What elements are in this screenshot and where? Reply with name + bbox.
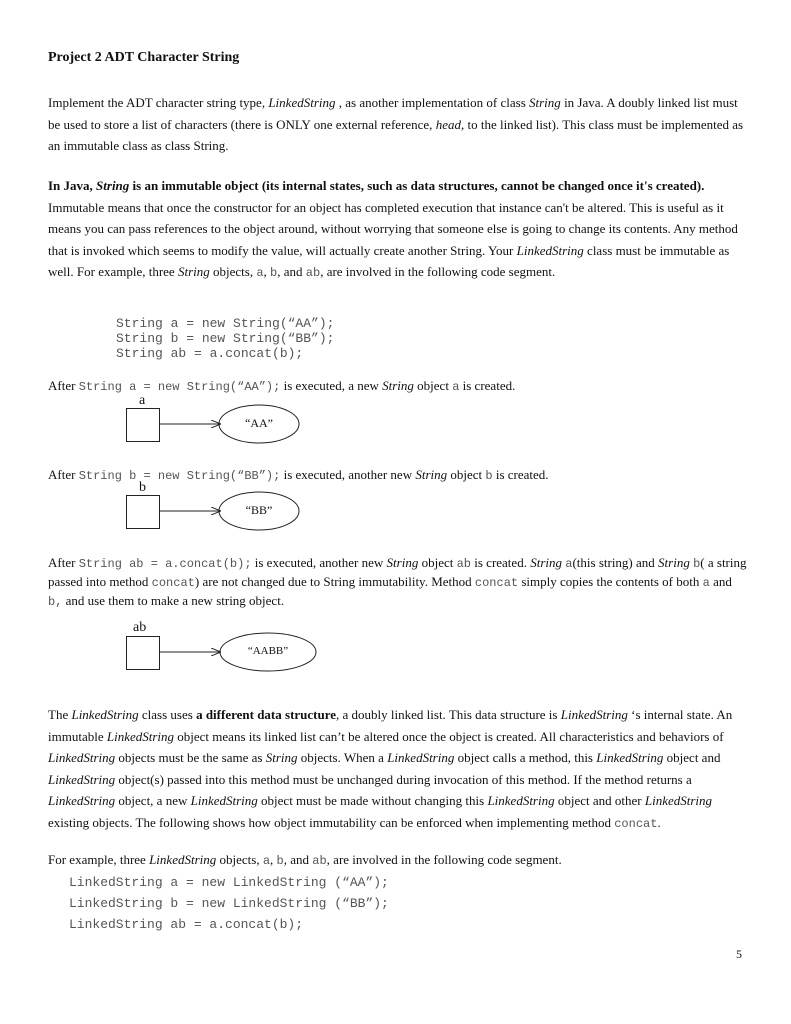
linkedstring-paragraph: The LinkedString class uses a different data structure, a doubly linked list. This data structure is LinkedString ‘s internal state. An immutable LinkedString object means its linked list can’t be altered once the object is created. All characteristics and behaviors of LinkedString objects must be the same as String objects. When a LinkedString object calls a method, this LinkedString object and LinkedString object(s) passed into this method must be unchanged during invocation of this method. If the method returns a LinkedString object, a new LinkedString object must be made without changing this LinkedString object and other LinkedString existing objects. The following shows how object immutability can be enforced when implementing method concat. [48, 707, 733, 831]
after-statement-ab: After String ab = a.concat(b); is executed, another new String object ab is created. String a(this string) and String b( a string passed into method concat) are not changed due to String immutability. Method concat simply copies the contents of both a and b, and use them to make a new string object. [48, 555, 747, 609]
object-value-aa: “AA” [245, 416, 273, 430]
code-line: LinkedString b = new LinkedString (“BB”); [69, 896, 389, 911]
section-title: Project 2 ADT Character String [48, 50, 240, 65]
variable-label-a: a [139, 393, 146, 408]
code-line: String a = new String(“AA”); [116, 316, 335, 331]
after-statement-a: After String a = new String(“AA”); is executed, a new String object a is created. [48, 378, 516, 394]
variable-label-b: b [139, 480, 146, 495]
intro-paragraph: Implement the ADT character string type, LinkedString , as another implementation of class String in Java. A doubly linked list must be used to store a list of characters (there is ONLY one external reference, head, to the linked list). This class must be implemented as an immutable class as class String. [48, 95, 744, 154]
reference-box-ab [126, 636, 160, 670]
code-block-linkedstring [69, 872, 389, 935]
immutability-paragraph: In Java, String is an immutable object (its internal states, such as data structures, cannot be changed once it's created). Immutable means that once the constructor for an object has completed execution that instance can't be altered. This is useful as it means you can pass references to the object around, without worrying that someone else is going to change its contents. Any method that is invoked which seems to modify the value, will actually create another String. Your LinkedString class must be immutable as well. For example, three String objects, a, b, and ab, are involved in the following code segment. [48, 178, 738, 281]
reference-box-b [126, 495, 160, 529]
page-number: 5 [736, 947, 742, 961]
code-line: String ab = a.concat(b); [116, 346, 304, 361]
code-line: LinkedString a = new LinkedString (“AA”); [69, 875, 389, 890]
code-line: LinkedString ab = a.concat(b); [69, 917, 304, 932]
variable-label-ab: ab [133, 620, 147, 635]
object-value-aabb: “AABB” [247, 645, 289, 657]
object-value-bb: “BB” [245, 503, 273, 517]
after-statement-b: After String b = new String(“BB”); is executed, another new String object b is created. [48, 467, 549, 483]
example-paragraph: For example, three LinkedString objects, a, b, and ab, are involved in the following code segment. [48, 852, 562, 868]
code-line: String b = new String(“BB”); [116, 331, 335, 346]
